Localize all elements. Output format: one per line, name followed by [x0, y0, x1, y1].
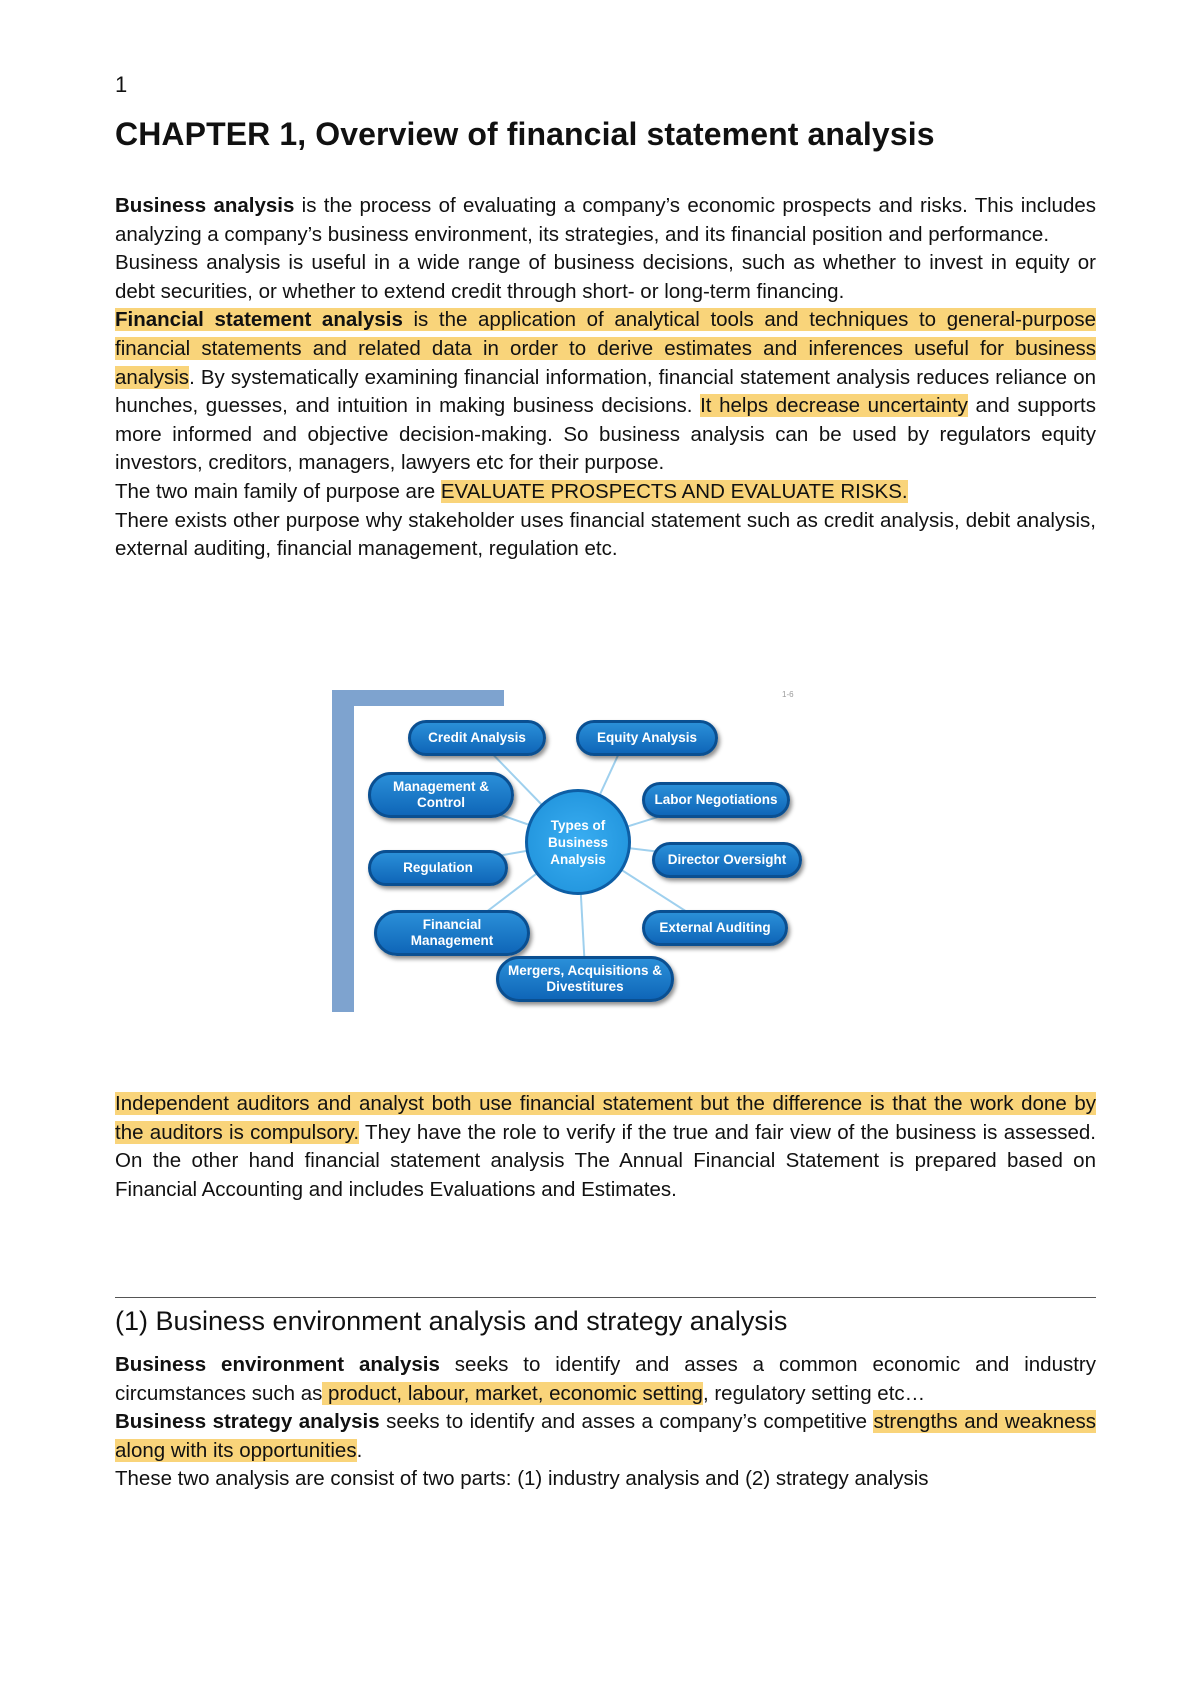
- highlight-auditors: Independent auditors and analyst both use financial statement but the difference is that the work done by the auditors is compulsory.: [115, 1092, 1096, 1144]
- node-regulation: Regulation: [368, 850, 508, 886]
- intro-text-block: [115, 192, 1096, 564]
- types-of-business-analysis-diagram: [332, 690, 810, 1012]
- node-labor-negotiations: Labor Negotiations: [642, 782, 790, 818]
- node-mergers-acquisitions: Mergers, Acquisitions & Divestitures: [496, 956, 674, 1002]
- paragraph-strategy-analysis: Business strategy analysis seeks to identify and asses a company’s competitive strengths and weakness along with its opportunities.: [115, 1410, 1097, 1462]
- node-external-auditing: External Auditing: [642, 910, 788, 946]
- term-business-analysis: Business analysis: [115, 194, 295, 217]
- paragraph-fsa-definition: Financial statement analysis is the application of analytical tools and techniques to general-purpose financial statements and related data in order to derive estimates and inferences useful for business analysis. By systematically examining financial information, financial statement analysis reduces reliance on hunches, guesses, and intuition in making business decisions. It helps decrease uncertainty and supports more informed and objective decision-making. So business analysis can be used by regulators equity investors, creditors, managers, lawyers etc for their purpose.: [115, 308, 1096, 475]
- node-equity-analysis: Equity Analysis: [576, 720, 718, 756]
- page-number: 1: [115, 72, 128, 97]
- slide-number: 1-6: [782, 690, 794, 699]
- section-divider: [115, 1297, 1096, 1298]
- node-credit-analysis: Credit Analysis: [408, 720, 546, 756]
- node-financial-management: Financial Management: [374, 910, 530, 956]
- paragraph-purposes: The two main family of purpose are EVALUATE PROSPECTS AND EVALUATE RISKS.: [115, 479, 908, 503]
- highlight-purposes: EVALUATE PROSPECTS AND EVALUATE RISKS.: [440, 479, 908, 503]
- section-text-block: [115, 1351, 1096, 1494]
- paragraph-other-purposes: There exists other purpose why stakeholder uses financial statement such as credit analysis, debit analysis, external auditing, financial management, regulation etc.: [115, 508, 1096, 561]
- paragraph-usefulness: Business analysis is useful in a wide range of business decisions, such as whether to invest in equity or debt securities, or whether to extend credit through short- or long-term financing.: [115, 251, 1096, 303]
- diagram-center-node: Types of Business Analysis: [525, 789, 631, 895]
- paragraph-auditors: Independent auditors and analyst both use financial statement but the difference is that the work done by the auditors is compulsory. They have the role to verify if the true and fair view of the business is assessed. On the other hand financial statement analysis The Annual Financial Statement is prepared based on Financial Accounting and includes Evaluations and Estimates.: [115, 1092, 1097, 1201]
- paragraph-two-parts: These two analysis are consist of two parts: (1) industry analysis and (2) strategy analysis: [115, 1467, 929, 1491]
- node-director-oversight: Director Oversight: [652, 842, 802, 878]
- section-title: (1) Business environment analysis and strategy analysis: [115, 1306, 788, 1336]
- node-management-control: Management & Control: [368, 772, 514, 818]
- paragraph-business-analysis: Business analysis is the process of evaluating a company’s economic prospects and risks. This includes analyzing a company’s business environment, its strategies, and its financial position and performance.: [115, 194, 1096, 246]
- highlight-strengths: strengths and weakness along with its opportunities: [115, 1410, 1097, 1462]
- auditors-text-block: [115, 1090, 1096, 1204]
- highlight-uncertainty: It helps decrease uncertainty: [700, 394, 968, 418]
- chapter-title: CHAPTER 1, Overview of financial statement analysis: [115, 116, 935, 152]
- highlight-environment: product, labour, market, economic setting: [322, 1381, 703, 1405]
- highlight-fsa-definition: Financial statement analysis is the application of analytical tools and techniques to general-purpose financial statements and related data in order to derive estimates and inferences useful for business analysis: [115, 308, 1096, 389]
- paragraph-environment-analysis: Business environment analysis seeks to identify and asses a common economic and industry circumstances such as product, labour, market, economic setting, regulatory setting etc…: [115, 1353, 1096, 1405]
